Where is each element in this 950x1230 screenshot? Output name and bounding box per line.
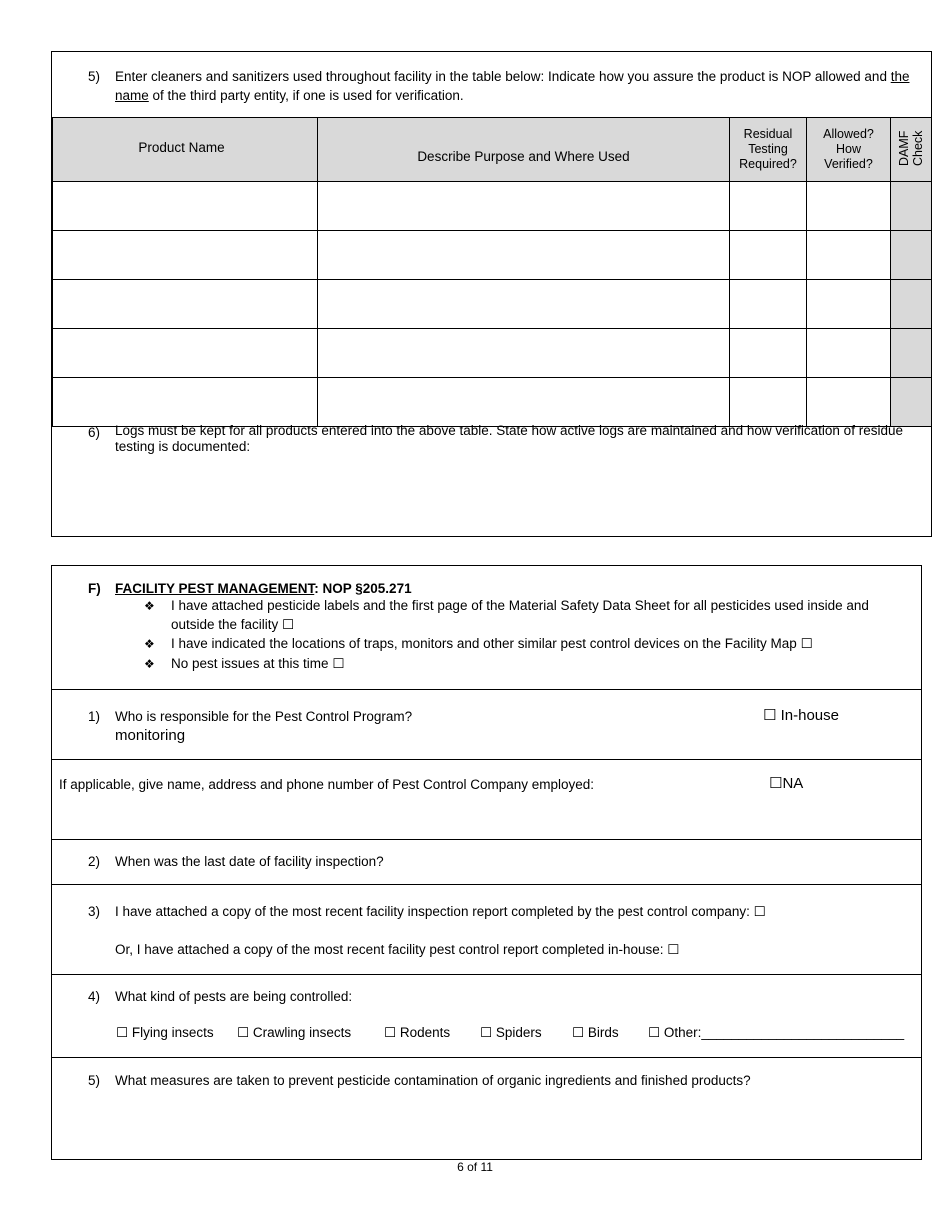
question-number: 2) — [88, 854, 101, 869]
question-2-text: When was the last date of facility inspection? — [115, 854, 384, 869]
question-1-text: Who is responsible for the Pest Control Program? — [115, 709, 413, 724]
cell-residual[interactable] — [730, 231, 807, 280]
cell-allowed[interactable] — [807, 329, 891, 378]
divider — [52, 974, 921, 975]
cell-product-name[interactable] — [53, 378, 318, 427]
question-5-text: What measures are taken to prevent pesticide contamination of organic ingredients and finished products? — [115, 1073, 751, 1088]
cell-purpose[interactable] — [318, 378, 730, 427]
bullet-trap-locations[interactable]: I have indicated the locations of traps, monitors and other similar pest control devices on the Facility Map ☐ — [171, 636, 813, 651]
question-3-line-2[interactable]: Or, I have attached a copy of the most recent facility pest control report completed in-house: ☐ — [115, 942, 680, 957]
header-damf: DAMF Check — [891, 118, 932, 182]
cell-product-name[interactable] — [53, 280, 318, 329]
header-residual: Residual Testing Required? — [730, 118, 807, 182]
divider — [52, 689, 921, 690]
page-number: 6 of 11 — [457, 1160, 493, 1174]
question-number: 4) — [88, 989, 101, 1004]
bullet-icon: ❖ — [144, 637, 155, 651]
cell-damf — [891, 231, 932, 280]
section-letter: F) — [88, 581, 101, 596]
cell-damf — [891, 280, 932, 329]
pest-management-section — [51, 565, 922, 1160]
cell-product-name[interactable] — [53, 182, 318, 231]
question-number: 1) — [88, 709, 101, 724]
cell-product-name[interactable] — [53, 231, 318, 280]
table-header-row — [53, 118, 932, 182]
divider — [52, 839, 921, 840]
question-number: 6) — [88, 425, 101, 440]
option-birds[interactable]: ☐ Birds — [572, 1025, 619, 1040]
cell-purpose[interactable] — [318, 182, 730, 231]
cell-product-name[interactable] — [53, 329, 318, 378]
table-row[interactable] — [53, 231, 932, 280]
measures-answer-area[interactable] — [115, 1096, 910, 1154]
bullet-attached-labels[interactable]: I have attached pesticide labels and the first page of the Material Safety Data Sheet for all pesticides used inside and outside the facility ☐ — [171, 598, 869, 632]
cell-allowed[interactable] — [807, 280, 891, 329]
option-other[interactable]: ☐ Other:___________________________ — [648, 1025, 905, 1040]
cell-purpose[interactable] — [318, 231, 730, 280]
table-row[interactable] — [53, 329, 932, 378]
cell-residual[interactable] — [730, 378, 807, 427]
bullet-icon: ❖ — [144, 657, 155, 671]
cell-residual[interactable] — [730, 329, 807, 378]
cell-damf — [891, 182, 932, 231]
monitoring-label: monitoring — [115, 727, 186, 744]
inhouse-checkbox[interactable]: ☐ In-house — [763, 707, 839, 724]
company-question-text: If applicable, give name, address and phone number of Pest Control Company employed: — [59, 777, 595, 792]
header-purpose: Describe Purpose and Where Used — [318, 118, 730, 182]
bullet-icon: ❖ — [144, 599, 155, 613]
option-spiders[interactable]: ☐ Spiders — [480, 1025, 542, 1040]
cell-residual[interactable] — [730, 182, 807, 231]
option-crawling-insects[interactable]: ☐ Crawling insects — [237, 1025, 352, 1040]
option-flying-insects[interactable]: ☐ Flying insects — [116, 1025, 214, 1040]
cell-allowed[interactable] — [807, 231, 891, 280]
cell-allowed[interactable] — [807, 378, 891, 427]
table-row[interactable] — [53, 378, 932, 427]
divider — [52, 1057, 921, 1058]
question-number: 5) — [88, 69, 101, 84]
option-rodents[interactable]: ☐ Rodents — [384, 1025, 451, 1040]
header-product-name: Product Name — [53, 118, 318, 182]
cleaners-sanitizers-section — [51, 51, 932, 537]
cell-residual[interactable] — [730, 280, 807, 329]
question-number: 3) — [88, 904, 101, 919]
table-row[interactable] — [53, 280, 932, 329]
divider — [52, 759, 921, 760]
section-title: FACILITY PEST MANAGEMENT: NOP §205.271 — [115, 581, 412, 596]
question-4-text: What kind of pests are being controlled: — [115, 989, 353, 1004]
question-5-text: Enter cleaners and sanitizers used throughout facility in the table below: Indicate how you assure the product is NOP allowed and the name of the third party entity, if one is used for verification. — [115, 69, 910, 103]
cleaners-table — [52, 117, 932, 427]
cell-allowed[interactable] — [807, 182, 891, 231]
cell-damf — [891, 378, 932, 427]
na-checkbox[interactable]: ☐NA — [769, 775, 804, 792]
cell-damf — [891, 329, 932, 378]
bullet-no-pest-issues[interactable]: No pest issues at this time ☐ — [171, 656, 345, 671]
question-number: 5) — [88, 1073, 101, 1088]
table-row[interactable] — [53, 182, 932, 231]
question-6-text: Logs must be kept for all products entered into the above table. State how active logs are maintained and how verification of residue testing is documented: — [115, 423, 903, 454]
cell-purpose[interactable] — [318, 329, 730, 378]
divider — [52, 884, 921, 885]
question-3-line-1[interactable]: I have attached a copy of the most recent facility inspection report completed by the pest control company: ☐ — [115, 904, 766, 919]
cell-purpose[interactable] — [318, 280, 730, 329]
header-allowed: Allowed? How Verified? — [807, 118, 891, 182]
logs-answer-area[interactable] — [115, 462, 920, 532]
